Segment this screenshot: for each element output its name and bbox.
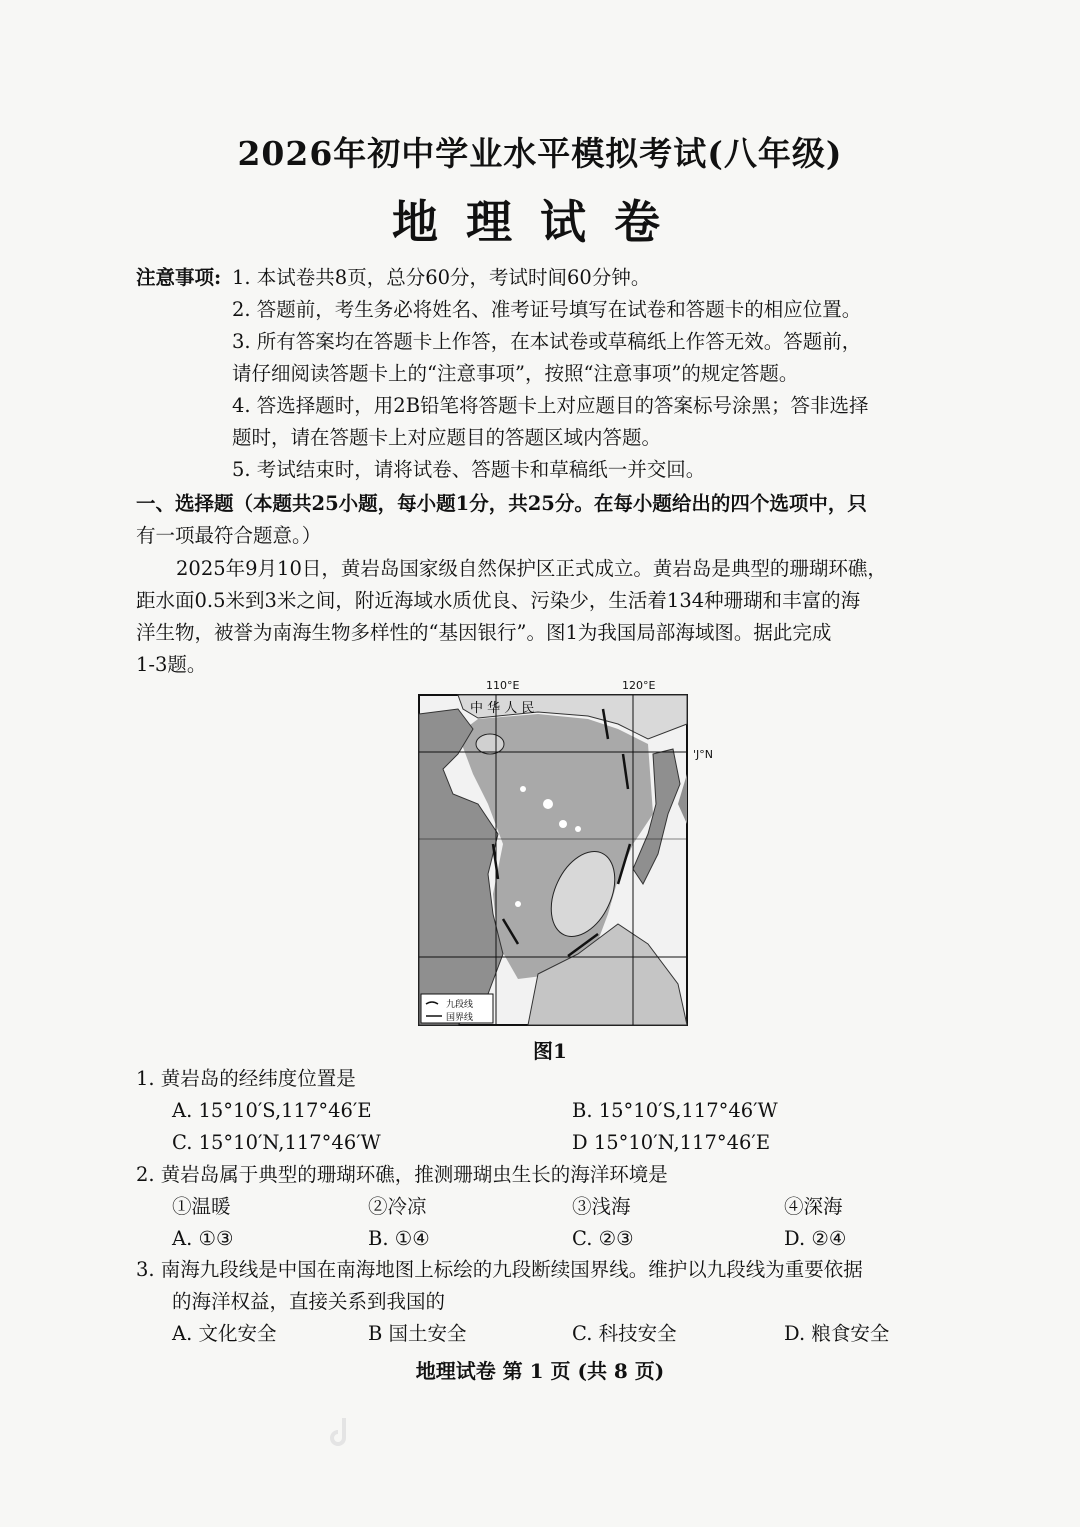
notice-item-4-cont: 题时，请在答题卡上对应题目的答题区域内答题。 bbox=[232, 426, 662, 449]
longitude-label-110: 110°E bbox=[486, 679, 520, 692]
section-heading-line1: 一、选择题（本题共25小题，每小题1分，共25分。在每小题给出的四个选项中，只 bbox=[136, 492, 867, 515]
longitude-label-120: 120°E bbox=[622, 679, 656, 692]
notice-block bbox=[136, 262, 966, 486]
legend-border: 国界线 bbox=[446, 1013, 474, 1023]
passage-line-1: 2025年9月10日，黄岩岛国家级自然保护区正式成立。黄岩岛是典型的珊瑚环礁， bbox=[176, 557, 887, 580]
question-3-option-d: D. 粮食安全 bbox=[784, 1322, 890, 1345]
question-1-option-c: C. 15°10′N,117°46′W bbox=[172, 1131, 381, 1154]
question-1-option-d: D 15°10′N,117°46′E bbox=[572, 1131, 771, 1154]
passage-line-3: 洋生物，被誉为南海生物多样性的“基因银行”。图1为我国局部海域图。据此完成 bbox=[136, 621, 832, 644]
notice-item-2: 2. 答题前，考生务必将姓名、准考证号填写在试卷和答题卡的相应位置。 bbox=[232, 298, 862, 321]
question-1 bbox=[136, 1063, 966, 1159]
figure-caption: 图1 bbox=[533, 1039, 567, 1063]
section-heading-cont bbox=[136, 520, 966, 552]
question-2 bbox=[136, 1159, 966, 1255]
question-3 bbox=[136, 1254, 966, 1350]
question-3-stem: 3. 南海九段线是中国在南海地图上标绘的九段断续国界线。维护以九段线为重要依据 bbox=[136, 1258, 863, 1281]
question-2-condition-4: ④深海 bbox=[784, 1195, 843, 1218]
notice-item-5: 5. 考试结束时，请将试卷、答题卡和草稿纸一并交回。 bbox=[232, 458, 706, 481]
section-heading-line2: 有一项最符合题意。） bbox=[136, 524, 322, 547]
question-2-condition-3: ③浅海 bbox=[572, 1195, 631, 1218]
exam-title: 2026年初中学业水平模拟考试(八年级) bbox=[237, 134, 843, 173]
question-2-option-b: B. ①④ bbox=[368, 1227, 430, 1250]
passage-line-2: 距水面0.5米到3米之间，附近海域水质优良、污染少，生活着134种珊瑚和丰富的海 bbox=[136, 589, 861, 612]
page-footer: 地理试卷 第 1 页 (共 8 页) bbox=[415, 1359, 665, 1383]
notice-label: 注意事项: bbox=[136, 266, 222, 289]
section-heading bbox=[136, 488, 966, 520]
notice-item-3: 3. 所有答案均在答题卡上作答，在本试卷或草稿纸上作答无效。答题前， bbox=[232, 330, 862, 353]
question-2-condition-2: ②冷凉 bbox=[368, 1195, 427, 1218]
question-2-option-c: C. ②③ bbox=[572, 1227, 634, 1250]
notice-item-4: 4. 答选择题时，用2B铅笔将答题卡上对应题目的答案标号涂黑；答非选择 bbox=[232, 394, 869, 417]
map-label-country: 中 华 人 民 bbox=[470, 701, 535, 716]
passage bbox=[136, 553, 966, 681]
question-1-stem: 1. 黄岩岛的经纬度位置是 bbox=[136, 1067, 356, 1090]
question-2-stem: 2. 黄岩岛属于典型的珊瑚环礁，推测珊瑚虫生长的海洋环境是 bbox=[136, 1163, 668, 1186]
notice-item-3-cont: 请仔细阅读答题卡上的“注意事项”，按照“注意事项”的规定答题。 bbox=[232, 362, 799, 385]
question-3-option-b: B 国土安全 bbox=[368, 1322, 467, 1345]
watermark-icon bbox=[326, 1414, 356, 1450]
question-2-option-d: D. ②④ bbox=[784, 1227, 847, 1250]
question-2-option-a: A. ①③ bbox=[172, 1227, 234, 1250]
question-1-option-a: A. 15°10′S,117°46′E bbox=[172, 1099, 372, 1122]
subject-title: 地理试卷 bbox=[392, 195, 688, 249]
notice-item-1: 1. 本试卷共8页，总分60分，考试时间60分钟。 bbox=[232, 266, 651, 289]
question-3-stem-cont: 的海洋权益，直接关系到我国的 bbox=[172, 1290, 446, 1313]
question-3-option-c: C. 科技安全 bbox=[572, 1322, 677, 1345]
latitude-label: 'J°N bbox=[693, 748, 713, 761]
question-3-option-a: A. 文化安全 bbox=[172, 1322, 277, 1345]
question-1-option-b: B. 15°10′S,117°46′W bbox=[572, 1099, 778, 1122]
question-2-condition-1: ①温暖 bbox=[172, 1195, 231, 1218]
south-china-sea-map bbox=[418, 694, 688, 1026]
legend-nine-dash: 九段线 bbox=[446, 1000, 474, 1010]
passage-line-4: 1-3题。 bbox=[136, 653, 207, 676]
